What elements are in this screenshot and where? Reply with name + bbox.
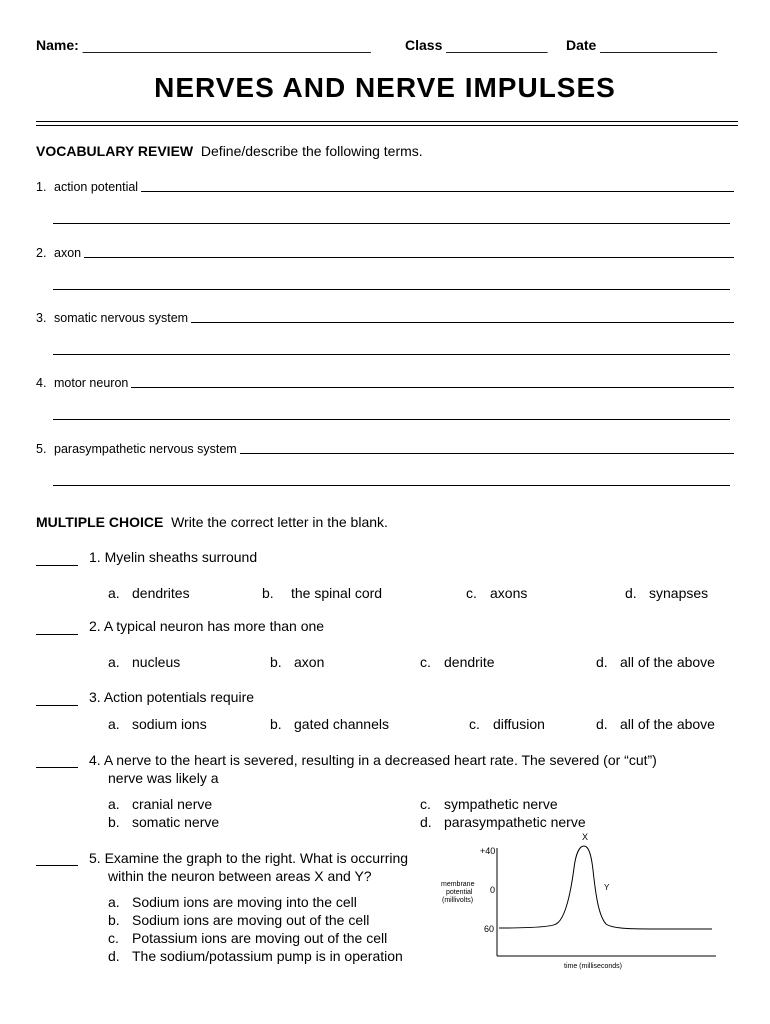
option-3a <box>108 716 207 732</box>
option-text: sodium ions <box>132 716 207 732</box>
question-text: Examine the graph to the right. What is occurring <box>104 850 409 866</box>
y-axis-label: (millivolts) <box>442 897 474 904</box>
option-text: diffusion <box>493 716 545 732</box>
title-rule-bottom <box>36 125 738 126</box>
option-letter: d. <box>108 948 120 964</box>
date-field[interactable] <box>566 37 717 53</box>
option-2a <box>108 654 180 670</box>
class-blank[interactable]: _____________ <box>446 37 548 53</box>
x-axis-label: time (milliseconds) <box>564 963 622 970</box>
question-4 <box>89 752 657 768</box>
vocab-section-heading <box>36 143 423 159</box>
class-label: Class <box>405 37 443 53</box>
option-1b <box>262 585 382 601</box>
option-letter: d. <box>596 716 608 732</box>
option-5b <box>108 912 369 928</box>
option-text: Sodium ions are moving into the cell <box>132 894 357 910</box>
y-axis-label: potential <box>446 889 473 896</box>
option-letter: a. <box>108 894 120 910</box>
option-text: gated channels <box>294 716 389 732</box>
option-text: Sodium ions are moving out of the cell <box>132 912 370 928</box>
question-num: 4. <box>89 752 101 768</box>
option-letter: c. <box>420 654 431 670</box>
question-5-line2: within the neuron between areas X and Y? <box>108 868 372 884</box>
question-num: 5. <box>89 850 101 866</box>
option-3b <box>270 716 389 732</box>
option-letter: d. <box>596 654 608 670</box>
answer-line-2[interactable] <box>53 485 730 486</box>
vocab-term: parasympathetic nervous system <box>54 442 237 456</box>
option-5a <box>108 894 357 910</box>
option-text: synapses <box>649 585 709 601</box>
page-title: NERVES AND NERVE IMPULSES <box>154 72 616 103</box>
question-2 <box>89 618 324 634</box>
question-3 <box>89 689 254 705</box>
question-num: 2. <box>89 618 101 634</box>
option-3c <box>469 716 545 732</box>
vocab-term: somatic nervous system <box>54 311 189 325</box>
mc-section-heading <box>36 514 388 530</box>
answer-line-2[interactable] <box>53 354 730 355</box>
tick-label: 0 <box>490 885 496 895</box>
answer-line-2[interactable] <box>53 223 730 224</box>
option-text: all of the above <box>620 716 715 732</box>
answer-blank-5[interactable] <box>36 865 78 866</box>
answer-blank-3[interactable] <box>36 705 78 706</box>
name-field[interactable] <box>36 37 371 53</box>
option-4a <box>108 796 212 812</box>
vocab-term: action potential <box>54 180 139 194</box>
option-text: axons <box>490 585 528 601</box>
answer-line[interactable] <box>131 386 734 388</box>
option-letter: b. <box>108 912 120 928</box>
question-4-line2: nerve was likely a <box>108 770 219 786</box>
vocab-instruction: Define/describe the following terms. <box>200 143 423 159</box>
option-5c <box>108 930 387 946</box>
option-letter: a. <box>108 585 120 601</box>
mc-instruction: Write the correct letter in the blank. <box>171 514 388 530</box>
answer-line[interactable] <box>84 256 734 258</box>
answer-line[interactable] <box>191 321 734 323</box>
option-letter: c. <box>420 796 431 812</box>
option-text: nucleus <box>132 654 181 670</box>
class-field[interactable] <box>405 37 547 53</box>
name-blank[interactable]: _____________________________________ <box>82 37 371 53</box>
vocab-num: 1. <box>36 180 47 194</box>
option-letter: b. <box>270 654 282 670</box>
vocab-num: 4. <box>36 376 47 390</box>
name-label: Name: <box>36 37 79 53</box>
option-3d <box>596 716 715 732</box>
vocab-num: 2. <box>36 246 47 260</box>
option-text: Potassium ions are moving out of the cell <box>132 930 388 946</box>
point-label-x: X <box>582 832 589 842</box>
option-letter: d. <box>625 585 637 601</box>
option-2c <box>420 654 495 670</box>
option-text: dendrites <box>132 585 190 601</box>
vocab-num: 5. <box>36 442 47 456</box>
option-1a <box>108 585 190 601</box>
option-text: dendrite <box>444 654 495 670</box>
option-letter: c. <box>466 585 477 601</box>
option-text: somatic nerve <box>132 814 220 830</box>
vocab-num: 3. <box>36 311 47 325</box>
question-text: A typical neuron has more than one <box>103 618 325 634</box>
question-text: A nerve to the heart is severed, resulting in a decreased heart rate. The severed (or “cut”) <box>103 752 657 768</box>
answer-line-2[interactable] <box>53 419 730 420</box>
title-rule-top <box>36 121 738 122</box>
option-letter: d. <box>420 814 432 830</box>
question-num: 1. <box>89 549 101 565</box>
option-5d <box>108 948 403 964</box>
option-text: axon <box>294 654 325 670</box>
option-letter: c. <box>108 930 119 946</box>
option-text: all of the above <box>620 654 715 670</box>
question-1 <box>89 549 257 565</box>
question-num: 3. <box>89 689 101 705</box>
option-2d <box>596 654 715 670</box>
vocab-item[interactable] <box>36 307 734 325</box>
question-text: Action potentials require <box>103 689 255 705</box>
option-letter: a. <box>108 654 120 670</box>
option-1d <box>625 585 708 601</box>
option-letter: b. <box>262 585 274 601</box>
option-letter: c. <box>469 716 480 732</box>
tick-label: 60 <box>484 924 495 934</box>
option-text: sympathetic nerve <box>444 796 558 812</box>
y-axis-label: membrane <box>441 881 475 888</box>
answer-blank-1[interactable] <box>36 565 78 566</box>
option-text: cranial nerve <box>132 796 213 812</box>
vocab-item[interactable] <box>36 372 734 390</box>
option-4b <box>108 814 219 830</box>
point-label-y: Y <box>604 883 610 892</box>
option-text: the spinal cord <box>291 585 383 601</box>
option-text: parasympathetic nerve <box>444 814 586 830</box>
vocab-heading: VOCABULARY REVIEW <box>36 143 194 159</box>
option-letter: a. <box>108 716 120 732</box>
question-5 <box>89 850 408 866</box>
answer-line-2[interactable] <box>53 289 730 290</box>
option-2b <box>270 654 324 670</box>
option-1c <box>466 585 527 601</box>
date-label: Date <box>566 37 597 53</box>
option-letter: a. <box>108 796 120 812</box>
vocab-item[interactable] <box>36 438 734 456</box>
vocab-item[interactable] <box>36 176 734 194</box>
vocab-term: motor neuron <box>54 376 129 390</box>
answer-line[interactable] <box>240 452 734 454</box>
vocab-item[interactable] <box>36 242 734 260</box>
answer-blank-4[interactable] <box>36 767 78 768</box>
action-potential-graph <box>436 828 726 974</box>
option-text: The sodium/potassium pump is in operation <box>132 948 403 964</box>
date-blank[interactable]: _______________ <box>600 37 718 53</box>
vocab-term: axon <box>54 246 82 260</box>
option-letter: b. <box>270 716 282 732</box>
option-letter: b. <box>108 814 120 830</box>
mc-heading: MULTIPLE CHOICE <box>36 514 164 530</box>
option-4c <box>420 796 558 812</box>
question-text: Myelin sheaths surround <box>104 549 258 565</box>
answer-line[interactable] <box>141 190 734 192</box>
tick-label: +40 <box>480 846 496 856</box>
answer-blank-2[interactable] <box>36 634 78 635</box>
